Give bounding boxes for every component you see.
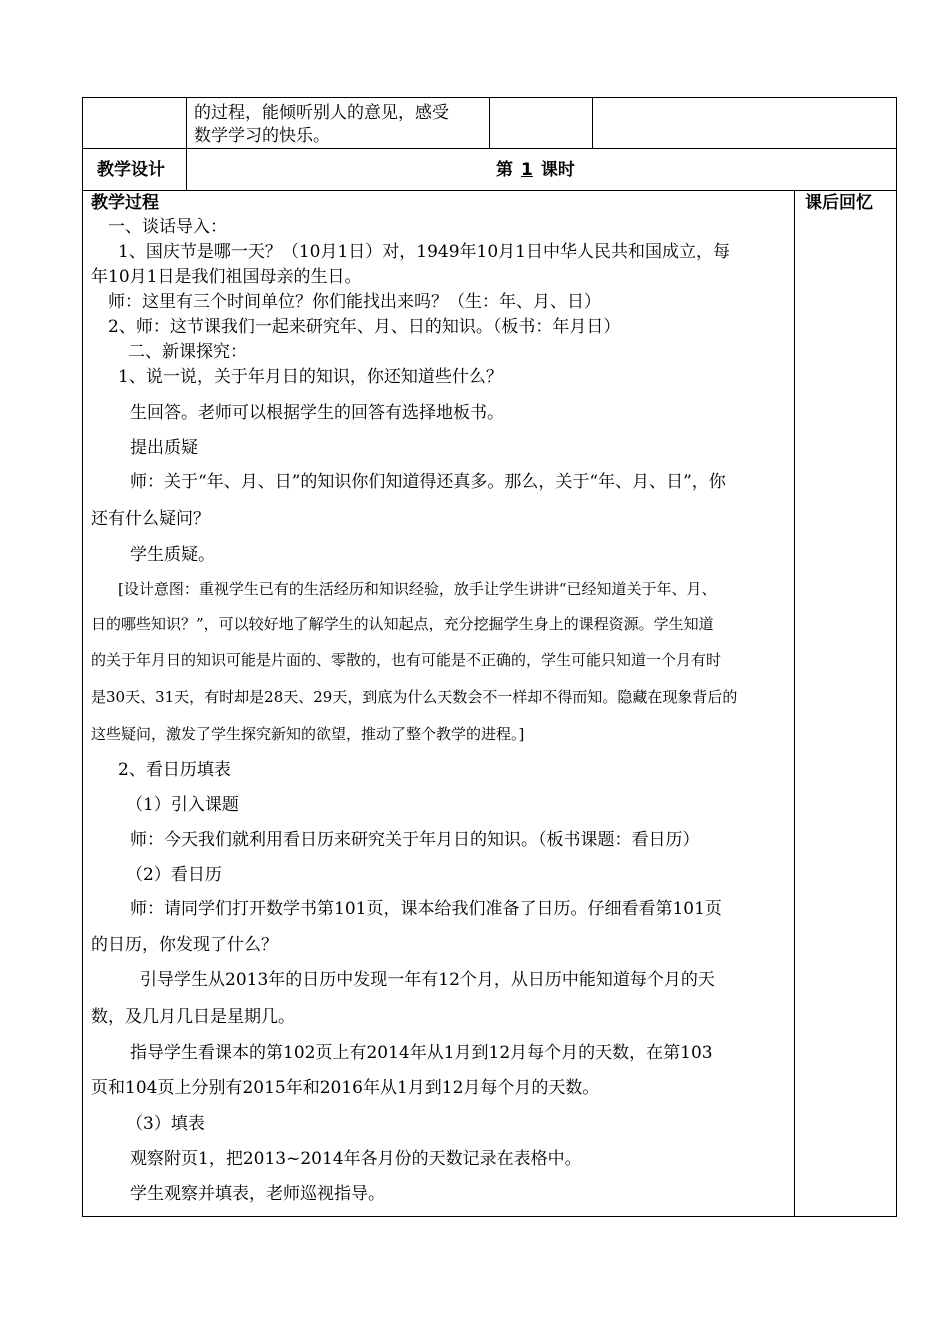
- design-intent-line: [设计意图：重视学生已有的生活经历和知识经验，放手让学生讲讲“已经知道关于年、月、: [118, 580, 717, 598]
- table-border-left: [82, 97, 83, 1217]
- process-line: 学生质疑。: [130, 545, 215, 565]
- table-border-bottom: [82, 1216, 897, 1217]
- lesson-heading: [496, 160, 575, 180]
- design-intent-line: 日的哪些知识？”，可以较好地了解学生的认知起点，充分挖掘学生身上的课程资源。学生知道: [91, 615, 714, 633]
- table-divider-side: [794, 190, 795, 1217]
- process-line: 还有什么疑问？: [91, 509, 210, 529]
- process-line: 数，及几月几日是星期几。: [91, 1007, 295, 1027]
- process-title: 教学过程: [91, 193, 159, 213]
- process-line: 页和104页上分别有2015年和2016年从1月到12月每个月的天数。: [91, 1078, 600, 1098]
- lesson-number: 1: [521, 160, 533, 180]
- process-line: 年10月1日是我们祖国母亲的生日。: [91, 267, 362, 287]
- process-line: （1）引入课题: [126, 795, 239, 815]
- table-divider-top-a: [489, 97, 490, 149]
- goal-text-line: 数学学习的快乐。: [194, 126, 330, 146]
- design-label: 教学设计: [97, 160, 165, 180]
- process-line: 观察附页1，把2013~2014年各月份的天数记录在表格中。: [130, 1149, 582, 1169]
- process-line: 学生观察并填表，老师巡视指导。: [130, 1184, 385, 1204]
- process-line: 2、师：这节课我们一起来研究年、月、日的知识。（板书：年月日）: [108, 317, 621, 337]
- lesson-suffix: 课时: [540, 160, 575, 180]
- process-line: （2）看日历: [126, 865, 222, 885]
- design-intent-line: 的关于年月日的知识可能是片面的、零散的，也有可能是不正确的，学生可能只知道一个月有时: [91, 651, 722, 669]
- process-line: 二、新课探究：: [128, 342, 247, 362]
- process-line: 指导学生看课本的第102页上有2014年从1月到12月每个月的天数，在第103: [130, 1043, 713, 1063]
- table-divider-label: [186, 97, 187, 191]
- process-line: （3）填表: [126, 1114, 205, 1134]
- lesson-prefix: 第: [496, 160, 513, 180]
- table-divider-top-b: [592, 97, 593, 149]
- process-line: 师：请同学们打开数学书第101页，课本给我们准备了日历。仔细看看第101页: [130, 899, 722, 919]
- process-line: 师：关于“年、月、日”的知识你们知道得还真多。那么，关于“年、月、日”，你: [130, 472, 726, 492]
- design-intent-line: 是30天、31天，有时却是28天、29天，到底为什么天数会不一样却不得而知。隐藏在现象背后的: [91, 688, 738, 706]
- process-line: 1、国庆节是哪一天？（10月1日）对，1949年10月1日中华人民共和国成立，每: [118, 242, 730, 262]
- process-line: 生回答。老师可以根据学生的回答有选择地板书。: [130, 403, 504, 423]
- goal-text-line: 的过程，能倾听别人的意见，感受: [194, 103, 449, 123]
- after-class-title: 课后回忆: [805, 193, 873, 213]
- process-line: 1、说一说，关于年月日的知识，你还知道些什么？: [118, 367, 503, 387]
- process-line: 师：这里有三个时间单位？你们能找出来吗？（生：年、月、日）: [108, 292, 601, 312]
- process-line: 一、谈话导入：: [108, 217, 227, 237]
- process-line: 2、看日历填表: [118, 760, 231, 780]
- design-intent-line: 这些疑问，激发了学生探究新知的欲望，推动了整个教学的进程。]: [91, 725, 525, 743]
- process-line: 的日历，你发现了什么？: [91, 935, 278, 955]
- process-line: 师：今天我们就利用看日历来研究关于年月日的知识。（板书课题：看日历）: [130, 830, 700, 850]
- process-line: 提出质疑: [130, 438, 198, 458]
- table-border-right: [896, 97, 897, 1217]
- process-line: 引导学生从2013年的日历中发现一年有12个月，从日历中能知道每个月的天: [140, 970, 715, 990]
- table-border-row2: [82, 190, 897, 191]
